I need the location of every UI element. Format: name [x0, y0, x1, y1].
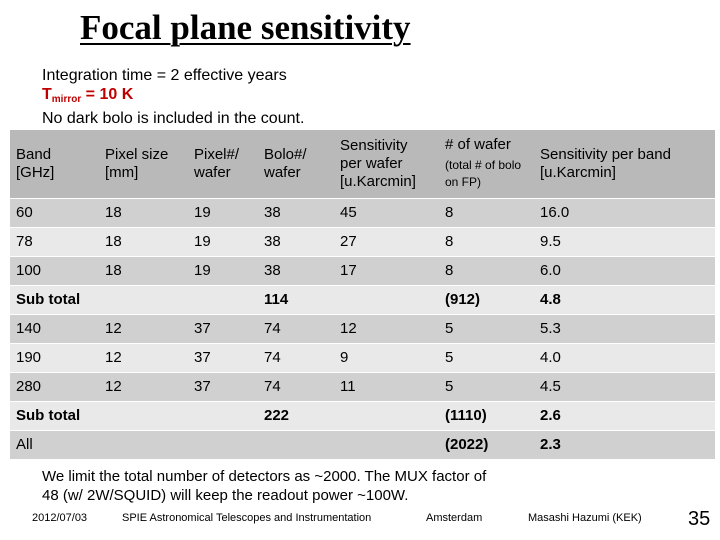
cell-bolo-per-wafer: 38	[258, 256, 334, 285]
cell-number-of-wafer: (1110)	[439, 401, 534, 430]
subtotal-row	[10, 285, 715, 314]
cell-pixel-per-wafer: 37	[188, 314, 258, 343]
footnote	[42, 467, 486, 505]
cell-pixel-per-wafer	[188, 430, 258, 459]
cell-bolo-per-wafer: 222	[258, 401, 334, 430]
cell-sensitivity-per-wafer: 17	[334, 256, 439, 285]
cell-number-of-wafer: 8	[439, 256, 534, 285]
table-row	[10, 343, 715, 372]
table-row	[10, 372, 715, 401]
cell-sensitivity-per-band: 16.0	[534, 198, 715, 227]
cell-bolo-per-wafer: 74	[258, 343, 334, 372]
table-row	[10, 227, 715, 256]
cell-pixel-per-wafer: 19	[188, 256, 258, 285]
cell-band: 78	[10, 227, 99, 256]
cell-pixel-per-wafer: 37	[188, 343, 258, 372]
cell-pixel-size: 12	[99, 314, 188, 343]
cell-number-of-wafer: 8	[439, 198, 534, 227]
table-row	[10, 198, 715, 227]
tmirror-line	[42, 85, 304, 109]
cell-band: 140	[10, 314, 99, 343]
cell-sensitivity-per-band: 4.5	[534, 372, 715, 401]
cell-sensitivity-per-band: 4.8	[534, 285, 715, 314]
cell-number-of-wafer: 5	[439, 343, 534, 372]
header-bolo-per-wafer: Bolo#/ wafer	[258, 130, 334, 198]
cell-pixel-per-wafer	[188, 285, 258, 314]
header-sensitivity-per-band: Sensitivity per band [u.Karcmin]	[534, 130, 715, 198]
footer-conference: SPIE Astronomical Telescopes and Instrumentation	[122, 512, 372, 524]
cell-number-of-wafer: 5	[439, 314, 534, 343]
footnote-line-1: We limit the total number of detectors as ~2000. The MUX factor of	[42, 468, 487, 485]
table-row	[10, 314, 715, 343]
cell-pixel-size: 12	[99, 372, 188, 401]
cell-pixel-size	[99, 430, 188, 459]
cell-sensitivity-per-wafer: 12	[334, 314, 439, 343]
dark-bolo-line: No dark bolo is included in the count.	[42, 110, 305, 127]
cell-number-of-wafer: (2022)	[439, 430, 534, 459]
cell-pixel-size: 18	[99, 227, 188, 256]
cell-bolo-per-wafer: 74	[258, 314, 334, 343]
cell-pixel-size: 12	[99, 343, 188, 372]
cell-number-of-wafer: (912)	[439, 285, 534, 314]
cell-band: All	[10, 430, 99, 459]
cell-sensitivity-per-band: 4.0	[534, 343, 715, 372]
cell-bolo-per-wafer: 114	[258, 285, 334, 314]
cell-band: 60	[10, 198, 99, 227]
cell-sensitivity-per-wafer	[334, 430, 439, 459]
cell-band: 280	[10, 372, 99, 401]
cell-bolo-per-wafer: 38	[258, 227, 334, 256]
cell-pixel-size: 18	[99, 256, 188, 285]
cell-pixel-per-wafer: 19	[188, 227, 258, 256]
cell-bolo-per-wafer: 38	[258, 198, 334, 227]
cell-sensitivity-per-band: 6.0	[534, 256, 715, 285]
cell-pixel-per-wafer	[188, 401, 258, 430]
cell-pixel-size	[99, 285, 188, 314]
header-number-of-wafer	[439, 130, 534, 198]
table-header-row	[10, 130, 715, 198]
cell-number-of-wafer: 8	[439, 227, 534, 256]
tmirror-subscript: mirror	[51, 94, 82, 105]
cell-sensitivity-per-wafer: 45	[334, 198, 439, 227]
intro-text	[42, 66, 304, 128]
cell-band: Sub total	[10, 285, 99, 314]
cell-sensitivity-per-band: 5.3	[534, 314, 715, 343]
cell-pixel-per-wafer: 37	[188, 372, 258, 401]
cell-sensitivity-per-wafer	[334, 401, 439, 430]
cell-sensitivity-per-wafer	[334, 285, 439, 314]
tmirror-value: = 10 K	[81, 86, 134, 103]
cell-pixel-per-wafer: 19	[188, 198, 258, 227]
slide-title: Focal plane sensitivity	[80, 8, 411, 47]
page-number: 35	[688, 508, 711, 530]
cell-sensitivity-per-wafer: 9	[334, 343, 439, 372]
footer-author: Masashi Hazumi (KEK)	[528, 512, 642, 524]
cell-band: 190	[10, 343, 99, 372]
cell-sensitivity-per-band: 2.3	[534, 430, 715, 459]
footnote-line-2: 48 (w/ 2W/SQUID) will keep the readout power ~100W.	[42, 487, 409, 504]
cell-band: Sub total	[10, 401, 99, 430]
cell-bolo-per-wafer	[258, 430, 334, 459]
tmirror-symbol: T	[42, 86, 52, 103]
header-pixel-per-wafer: Pixel#/ wafer	[188, 130, 258, 198]
header-pixel-size: Pixel size [mm]	[99, 130, 188, 198]
cell-bolo-per-wafer: 74	[258, 372, 334, 401]
header-sensitivity-per-wafer: Sensitivity per wafer [u.Karcmin]	[334, 130, 439, 198]
subtotal-row	[10, 401, 715, 430]
cell-pixel-size: 18	[99, 198, 188, 227]
header-total-bolo-note: (total # of bolo on FP)	[445, 158, 522, 190]
sensitivity-table	[10, 130, 715, 460]
footer-location: Amsterdam	[426, 512, 483, 524]
cell-sensitivity-per-wafer: 27	[334, 227, 439, 256]
cell-number-of-wafer: 5	[439, 372, 534, 401]
cell-sensitivity-per-band: 2.6	[534, 401, 715, 430]
integration-time-line: Integration time = 2 effective years	[42, 67, 287, 84]
header-band: Band [GHz]	[10, 130, 99, 198]
cell-sensitivity-per-wafer: 11	[334, 372, 439, 401]
cell-pixel-size	[99, 401, 188, 430]
cell-band: 100	[10, 256, 99, 285]
total-row	[10, 430, 715, 459]
cell-sensitivity-per-band: 9.5	[534, 227, 715, 256]
footer-date: 2012/07/03	[32, 512, 88, 524]
table-row	[10, 256, 715, 285]
header-number-of-wafer-label: # of wafer	[445, 136, 511, 154]
